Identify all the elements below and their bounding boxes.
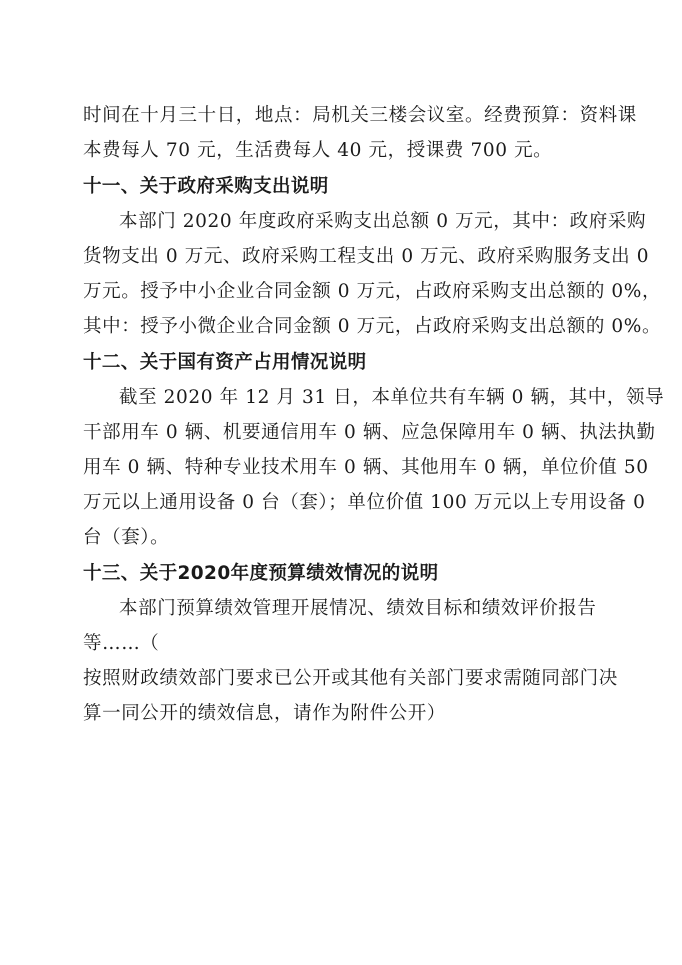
paragraph-line: 算一同公开的绩效信息，请作为附件公开） [83,703,446,724]
paragraph-line: 货物支出 0 万元、政府采购工程支出 0 万元、政府采购服务支出 0 [83,246,650,267]
paragraph-line: 本费每人 70 元，生活费每人 40 元，授课费 700 元。 [83,140,553,161]
paragraph-line: 截至 2020 年 12 月 31 日，本单位共有车辆 0 辆，其中，领导 [119,387,665,408]
paragraph-line: 台（套）。 [83,527,170,548]
paragraph-line: 干部用车 0 辆、机要通信用车 0 辆、应急保障用车 0 辆、执法执勤 [83,422,656,443]
paragraph-line: 万元以上通用设备 0 台（套）；单位价值 100 万元以上专用设备 0 [83,492,646,513]
paragraph-line: 用车 0 辆、特种专业技术用车 0 辆、其他用车 0 辆，单位价值 50 [83,457,649,478]
paragraph-line: 时间在十月三十日，地点：局机关三楼会议室。经费预算：资料课 [83,105,637,126]
paragraph-line: 其中：授予小微企业合同金额 0 万元，占政府采购支出总额的 0%。 [83,316,662,337]
paragraph-line: 等……（ [83,633,160,654]
section-heading-13: 十三、关于2020年度预算绩效情况的说明 [83,563,439,584]
paragraph-line: 本部门预算绩效管理开展情况、绩效目标和绩效评价报告 [119,598,597,619]
paragraph-line: 按照财政绩效部门要求已公开或其他有关部门要求需随同部门决 [83,668,618,689]
section-heading-12: 十二、关于国有资产占用情况说明 [83,352,367,373]
paragraph-line: 万元。授予中小企业合同金额 0 万元，占政府采购支出总额的 0%， [83,281,662,302]
section-heading-11: 十一、关于政府采购支出说明 [83,176,329,197]
paragraph-line: 本部门 2020 年度政府采购支出总额 0 万元，其中：政府采购 [119,211,647,232]
